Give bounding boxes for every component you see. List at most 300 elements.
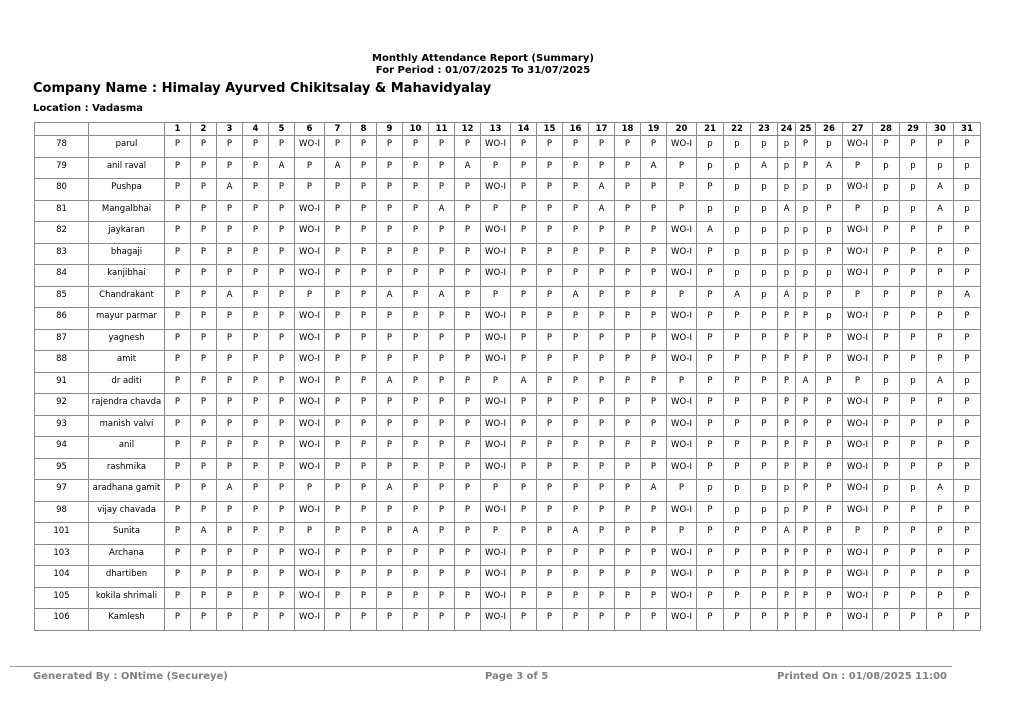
attendance-cell: P (641, 179, 667, 201)
attendance-cell: P (269, 523, 295, 545)
attendance-cell: P (325, 179, 351, 201)
day-header: 25 (796, 123, 816, 136)
attendance-cell: P (615, 609, 641, 631)
attendance-cell: P (751, 458, 778, 480)
attendance-cell: P (429, 480, 455, 502)
table-row (35, 609, 981, 631)
attendance-cell: P (615, 458, 641, 480)
attendance-cell: P (873, 308, 900, 330)
attendance-cell: P (455, 394, 481, 416)
attendance-cell: P (927, 308, 954, 330)
attendance-cell: P (751, 587, 778, 609)
attendance-cell: p (927, 157, 954, 179)
attendance-cell: P (697, 179, 724, 201)
attendance-cell: P (455, 566, 481, 588)
attendance-cell: P (751, 609, 778, 631)
attendance-cell: P (455, 587, 481, 609)
attendance-cell: p (697, 200, 724, 222)
attendance-cell: WO-I (667, 587, 697, 609)
attendance-cell: WO-I (295, 243, 325, 265)
attendance-cell: P (954, 243, 981, 265)
attendance-cell: p (778, 222, 796, 244)
attendance-cell: p (900, 157, 927, 179)
attendance-cell: P (403, 609, 429, 631)
attendance-cell: WO-I (843, 136, 873, 158)
attendance-cell: P (816, 372, 843, 394)
employee-id: 106 (35, 609, 89, 631)
attendance-cell: P (751, 329, 778, 351)
attendance-cell: P (165, 372, 191, 394)
attendance-cell: P (325, 351, 351, 373)
attendance-cell: P (351, 609, 377, 631)
employee-name: Pushpa (89, 179, 165, 201)
attendance-cell: P (537, 351, 563, 373)
attendance-cell: P (816, 200, 843, 222)
attendance-cell: P (325, 222, 351, 244)
attendance-cell: P (243, 458, 269, 480)
day-header: 19 (641, 123, 667, 136)
table-row (35, 329, 981, 351)
attendance-cell: P (511, 437, 537, 459)
employee-id: 86 (35, 308, 89, 330)
attendance-cell: P (243, 351, 269, 373)
attendance-cell: P (217, 308, 243, 330)
attendance-cell: P (351, 286, 377, 308)
attendance-cell: P (377, 566, 403, 588)
attendance-cell: P (900, 523, 927, 545)
attendance-cell: P (927, 458, 954, 480)
attendance-cell: P (217, 523, 243, 545)
attendance-cell: P (511, 566, 537, 588)
attendance-cell: P (589, 394, 615, 416)
employee-name: yagnesh (89, 329, 165, 351)
attendance-cell: P (191, 243, 217, 265)
attendance-cell: P (796, 544, 816, 566)
table-row (35, 222, 981, 244)
attendance-cell: P (351, 179, 377, 201)
attendance-cell: P (954, 544, 981, 566)
day-header: 20 (667, 123, 697, 136)
attendance-cell: P (165, 308, 191, 330)
attendance-cell: P (697, 351, 724, 373)
attendance-cell: A (511, 372, 537, 394)
attendance-cell: P (295, 480, 325, 502)
attendance-cell: P (667, 372, 697, 394)
employee-name: Kamlesh (89, 609, 165, 631)
attendance-cell: P (325, 308, 351, 330)
attendance-cell: P (537, 415, 563, 437)
attendance-cell: P (563, 394, 589, 416)
attendance-cell: A (589, 200, 615, 222)
attendance-cell: P (724, 437, 751, 459)
attendance-cell: P (243, 609, 269, 631)
attendance-cell: P (563, 544, 589, 566)
attendance-cell: p (954, 480, 981, 502)
attendance-cell: P (900, 329, 927, 351)
attendance-cell: P (429, 544, 455, 566)
attendance-cell: P (589, 265, 615, 287)
day-header: 5 (269, 123, 295, 136)
attendance-cell: A (641, 157, 667, 179)
attendance-cell: P (667, 179, 697, 201)
attendance-cell: WO-I (843, 243, 873, 265)
attendance-cell: P (641, 523, 667, 545)
attendance-cell: P (243, 329, 269, 351)
attendance-cell: P (217, 372, 243, 394)
attendance-cell: p (900, 480, 927, 502)
attendance-cell: A (778, 286, 796, 308)
attendance-cell: P (954, 458, 981, 480)
attendance-cell: P (537, 523, 563, 545)
day-header: 29 (900, 123, 927, 136)
attendance-cell: WO-I (295, 437, 325, 459)
attendance-cell: WO-I (667, 351, 697, 373)
attendance-cell: WO-I (667, 566, 697, 588)
attendance-cell: P (403, 394, 429, 416)
attendance-cell: P (403, 566, 429, 588)
employee-id: 80 (35, 179, 89, 201)
attendance-cell: P (724, 458, 751, 480)
attendance-cell: P (269, 501, 295, 523)
attendance-cell: P (269, 544, 295, 566)
attendance-cell: P (724, 329, 751, 351)
attendance-cell: P (697, 544, 724, 566)
day-header: 16 (563, 123, 589, 136)
attendance-cell: P (165, 329, 191, 351)
attendance-cell: P (778, 566, 796, 588)
employee-name: bhagaji (89, 243, 165, 265)
attendance-cell: P (778, 587, 796, 609)
attendance-cell: P (537, 200, 563, 222)
attendance-cell: WO-I (481, 394, 511, 416)
attendance-cell: P (243, 437, 269, 459)
attendance-cell: P (243, 136, 269, 158)
employee-id: 87 (35, 329, 89, 351)
attendance-cell: P (429, 222, 455, 244)
attendance-cell: P (325, 286, 351, 308)
attendance-cell: WO-I (481, 544, 511, 566)
attendance-cell: P (243, 179, 269, 201)
attendance-cell: P (816, 351, 843, 373)
attendance-cell: P (615, 480, 641, 502)
attendance-cell: P (191, 415, 217, 437)
attendance-cell: p (778, 179, 796, 201)
day-header: 26 (816, 123, 843, 136)
table-row (35, 351, 981, 373)
attendance-cell: P (873, 437, 900, 459)
attendance-cell: P (455, 179, 481, 201)
attendance-cell: P (641, 458, 667, 480)
attendance-cell: p (724, 243, 751, 265)
attendance-cell: P (269, 329, 295, 351)
attendance-cell: P (403, 501, 429, 523)
day-header: 30 (927, 123, 954, 136)
attendance-cell: P (377, 179, 403, 201)
attendance-cell: P (697, 566, 724, 588)
attendance-cell: WO-I (295, 609, 325, 631)
attendance-cell: P (165, 222, 191, 244)
attendance-cell: P (191, 308, 217, 330)
attendance-cell: WO-I (667, 265, 697, 287)
attendance-cell: P (403, 136, 429, 158)
attendance-cell: P (751, 372, 778, 394)
attendance-cell: P (243, 501, 269, 523)
attendance-cell: P (641, 308, 667, 330)
attendance-cell: P (843, 200, 873, 222)
day-header: 1 (165, 123, 191, 136)
attendance-cell: P (481, 200, 511, 222)
attendance-cell: WO-I (843, 265, 873, 287)
attendance-cell: A (954, 286, 981, 308)
attendance-cell: P (351, 523, 377, 545)
attendance-cell: P (455, 329, 481, 351)
attendance-cell: P (873, 609, 900, 631)
attendance-cell: P (563, 136, 589, 158)
attendance-cell: P (455, 544, 481, 566)
attendance-cell: P (165, 480, 191, 502)
attendance-cell: P (563, 222, 589, 244)
attendance-cell: P (641, 222, 667, 244)
attendance-cell: P (873, 587, 900, 609)
employee-id: 85 (35, 286, 89, 308)
attendance-cell: P (191, 566, 217, 588)
attendance-cell: A (927, 200, 954, 222)
attendance-cell: P (511, 243, 537, 265)
attendance-cell: P (751, 566, 778, 588)
employee-id: 93 (35, 415, 89, 437)
employee-id: 97 (35, 480, 89, 502)
attendance-cell: P (927, 415, 954, 437)
attendance-cell: P (429, 566, 455, 588)
attendance-cell: P (900, 394, 927, 416)
table-row (35, 415, 981, 437)
attendance-cell: P (589, 609, 615, 631)
attendance-cell: P (537, 437, 563, 459)
attendance-cell: P (191, 136, 217, 158)
attendance-cell: P (351, 437, 377, 459)
attendance-cell: P (295, 286, 325, 308)
attendance-cell: P (816, 566, 843, 588)
attendance-cell: P (900, 609, 927, 631)
attendance-cell: P (563, 243, 589, 265)
attendance-cell: WO-I (481, 329, 511, 351)
table-row (35, 501, 981, 523)
attendance-cell: P (641, 566, 667, 588)
attendance-cell: P (243, 372, 269, 394)
attendance-cell: P (843, 523, 873, 545)
attendance-cell: P (589, 157, 615, 179)
attendance-cell: P (191, 458, 217, 480)
attendance-cell: P (724, 523, 751, 545)
attendance-cell: P (351, 372, 377, 394)
attendance-cell: P (325, 437, 351, 459)
attendance-cell: p (778, 136, 796, 158)
table-row (35, 265, 981, 287)
attendance-cell: P (191, 544, 217, 566)
attendance-cell: P (511, 501, 537, 523)
attendance-cell: P (537, 501, 563, 523)
attendance-cell: WO-I (295, 458, 325, 480)
attendance-cell: P (243, 286, 269, 308)
attendance-cell: P (243, 523, 269, 545)
attendance-cell: A (217, 286, 243, 308)
attendance-cell: WO-I (843, 501, 873, 523)
attendance-cell: WO-I (667, 243, 697, 265)
attendance-cell: P (778, 351, 796, 373)
attendance-cell: p (751, 286, 778, 308)
attendance-cell: p (778, 480, 796, 502)
attendance-cell: P (403, 458, 429, 480)
employee-id: 101 (35, 523, 89, 545)
attendance-cell: P (900, 222, 927, 244)
attendance-cell: P (217, 136, 243, 158)
employee-id: 78 (35, 136, 89, 158)
attendance-cell: P (927, 286, 954, 308)
employee-id: 105 (35, 587, 89, 609)
attendance-cell: P (615, 222, 641, 244)
attendance-cell: P (511, 480, 537, 502)
attendance-cell: P (511, 286, 537, 308)
attendance-cell: P (667, 523, 697, 545)
attendance-cell: P (615, 265, 641, 287)
attendance-cell: P (697, 243, 724, 265)
attendance-cell: P (927, 566, 954, 588)
attendance-cell: P (796, 501, 816, 523)
attendance-cell: P (351, 222, 377, 244)
attendance-cell: P (377, 415, 403, 437)
attendance-cell: P (455, 286, 481, 308)
table-row (35, 544, 981, 566)
attendance-cell: P (243, 265, 269, 287)
attendance-cell: P (429, 415, 455, 437)
attendance-cell: A (325, 157, 351, 179)
attendance-cell: P (377, 308, 403, 330)
attendance-cell: P (377, 523, 403, 545)
attendance-cell: WO-I (481, 179, 511, 201)
attendance-cell: P (165, 544, 191, 566)
attendance-cell: WO-I (481, 136, 511, 158)
attendance-cell: P (455, 372, 481, 394)
attendance-cell: P (377, 544, 403, 566)
attendance-cell: P (351, 501, 377, 523)
attendance-cell: P (165, 265, 191, 287)
attendance-cell: P (351, 308, 377, 330)
attendance-cell: WO-I (667, 308, 697, 330)
attendance-cell: P (615, 286, 641, 308)
attendance-cell: P (697, 265, 724, 287)
attendance-cell: P (217, 200, 243, 222)
attendance-cell: P (217, 351, 243, 373)
attendance-cell: P (954, 265, 981, 287)
attendance-cell: P (615, 351, 641, 373)
employee-name: Archana (89, 544, 165, 566)
attendance-cell: WO-I (481, 308, 511, 330)
attendance-cell: P (377, 458, 403, 480)
attendance-cell: P (165, 609, 191, 631)
attendance-cell: P (351, 200, 377, 222)
attendance-cell: A (217, 179, 243, 201)
attendance-cell: P (816, 437, 843, 459)
day-header: 18 (615, 123, 641, 136)
attendance-cell: P (927, 329, 954, 351)
attendance-cell: p (724, 501, 751, 523)
attendance-cell: P (325, 523, 351, 545)
attendance-cell: A (429, 200, 455, 222)
attendance-cell: P (217, 544, 243, 566)
attendance-cell: A (269, 157, 295, 179)
employee-id: 98 (35, 501, 89, 523)
attendance-cell: p (796, 200, 816, 222)
attendance-cell: P (751, 544, 778, 566)
attendance-cell: p (778, 157, 796, 179)
attendance-cell: WO-I (667, 544, 697, 566)
attendance-cell: P (377, 243, 403, 265)
attendance-cell: P (724, 609, 751, 631)
attendance-cell: P (269, 372, 295, 394)
attendance-cell: P (589, 308, 615, 330)
attendance-cell: P (403, 480, 429, 502)
attendance-cell: P (243, 587, 269, 609)
attendance-cell: WO-I (481, 222, 511, 244)
attendance-cell: P (243, 243, 269, 265)
attendance-cell: p (697, 157, 724, 179)
attendance-cell: WO-I (667, 437, 697, 459)
day-header: 7 (325, 123, 351, 136)
attendance-cell: P (537, 587, 563, 609)
attendance-cell: p (751, 265, 778, 287)
employee-id: 95 (35, 458, 89, 480)
attendance-cell: P (511, 415, 537, 437)
employee-id: 104 (35, 566, 89, 588)
attendance-cell: A (778, 200, 796, 222)
attendance-cell: WO-I (481, 415, 511, 437)
attendance-cell: P (269, 415, 295, 437)
attendance-cell: WO-I (295, 222, 325, 244)
attendance-cell: P (191, 480, 217, 502)
attendance-cell: P (325, 415, 351, 437)
attendance-cell: P (954, 308, 981, 330)
attendance-cell: P (403, 243, 429, 265)
attendance-cell: P (927, 609, 954, 631)
attendance-cell: P (563, 265, 589, 287)
employee-name: dhartiben (89, 566, 165, 588)
day-header: 11 (429, 123, 455, 136)
attendance-cell: P (697, 609, 724, 631)
attendance-cell: P (697, 501, 724, 523)
attendance-cell: p (796, 286, 816, 308)
attendance-cell: P (900, 308, 927, 330)
employee-name: aradhana gamit (89, 480, 165, 502)
attendance-cell: P (217, 566, 243, 588)
attendance-cell: P (429, 329, 455, 351)
attendance-cell: P (589, 458, 615, 480)
attendance-cell: P (641, 415, 667, 437)
attendance-cell: P (641, 286, 667, 308)
attendance-cell: P (900, 437, 927, 459)
attendance-cell: P (589, 544, 615, 566)
attendance-cell: A (778, 523, 796, 545)
attendance-cell: P (429, 587, 455, 609)
attendance-cell: P (455, 200, 481, 222)
attendance-cell: P (778, 329, 796, 351)
attendance-cell: P (589, 351, 615, 373)
attendance-cell: WO-I (481, 351, 511, 373)
attendance-cell: P (165, 501, 191, 523)
attendance-cell: P (816, 587, 843, 609)
attendance-cell: WO-I (295, 329, 325, 351)
attendance-cell: P (511, 222, 537, 244)
attendance-cell: A (927, 372, 954, 394)
